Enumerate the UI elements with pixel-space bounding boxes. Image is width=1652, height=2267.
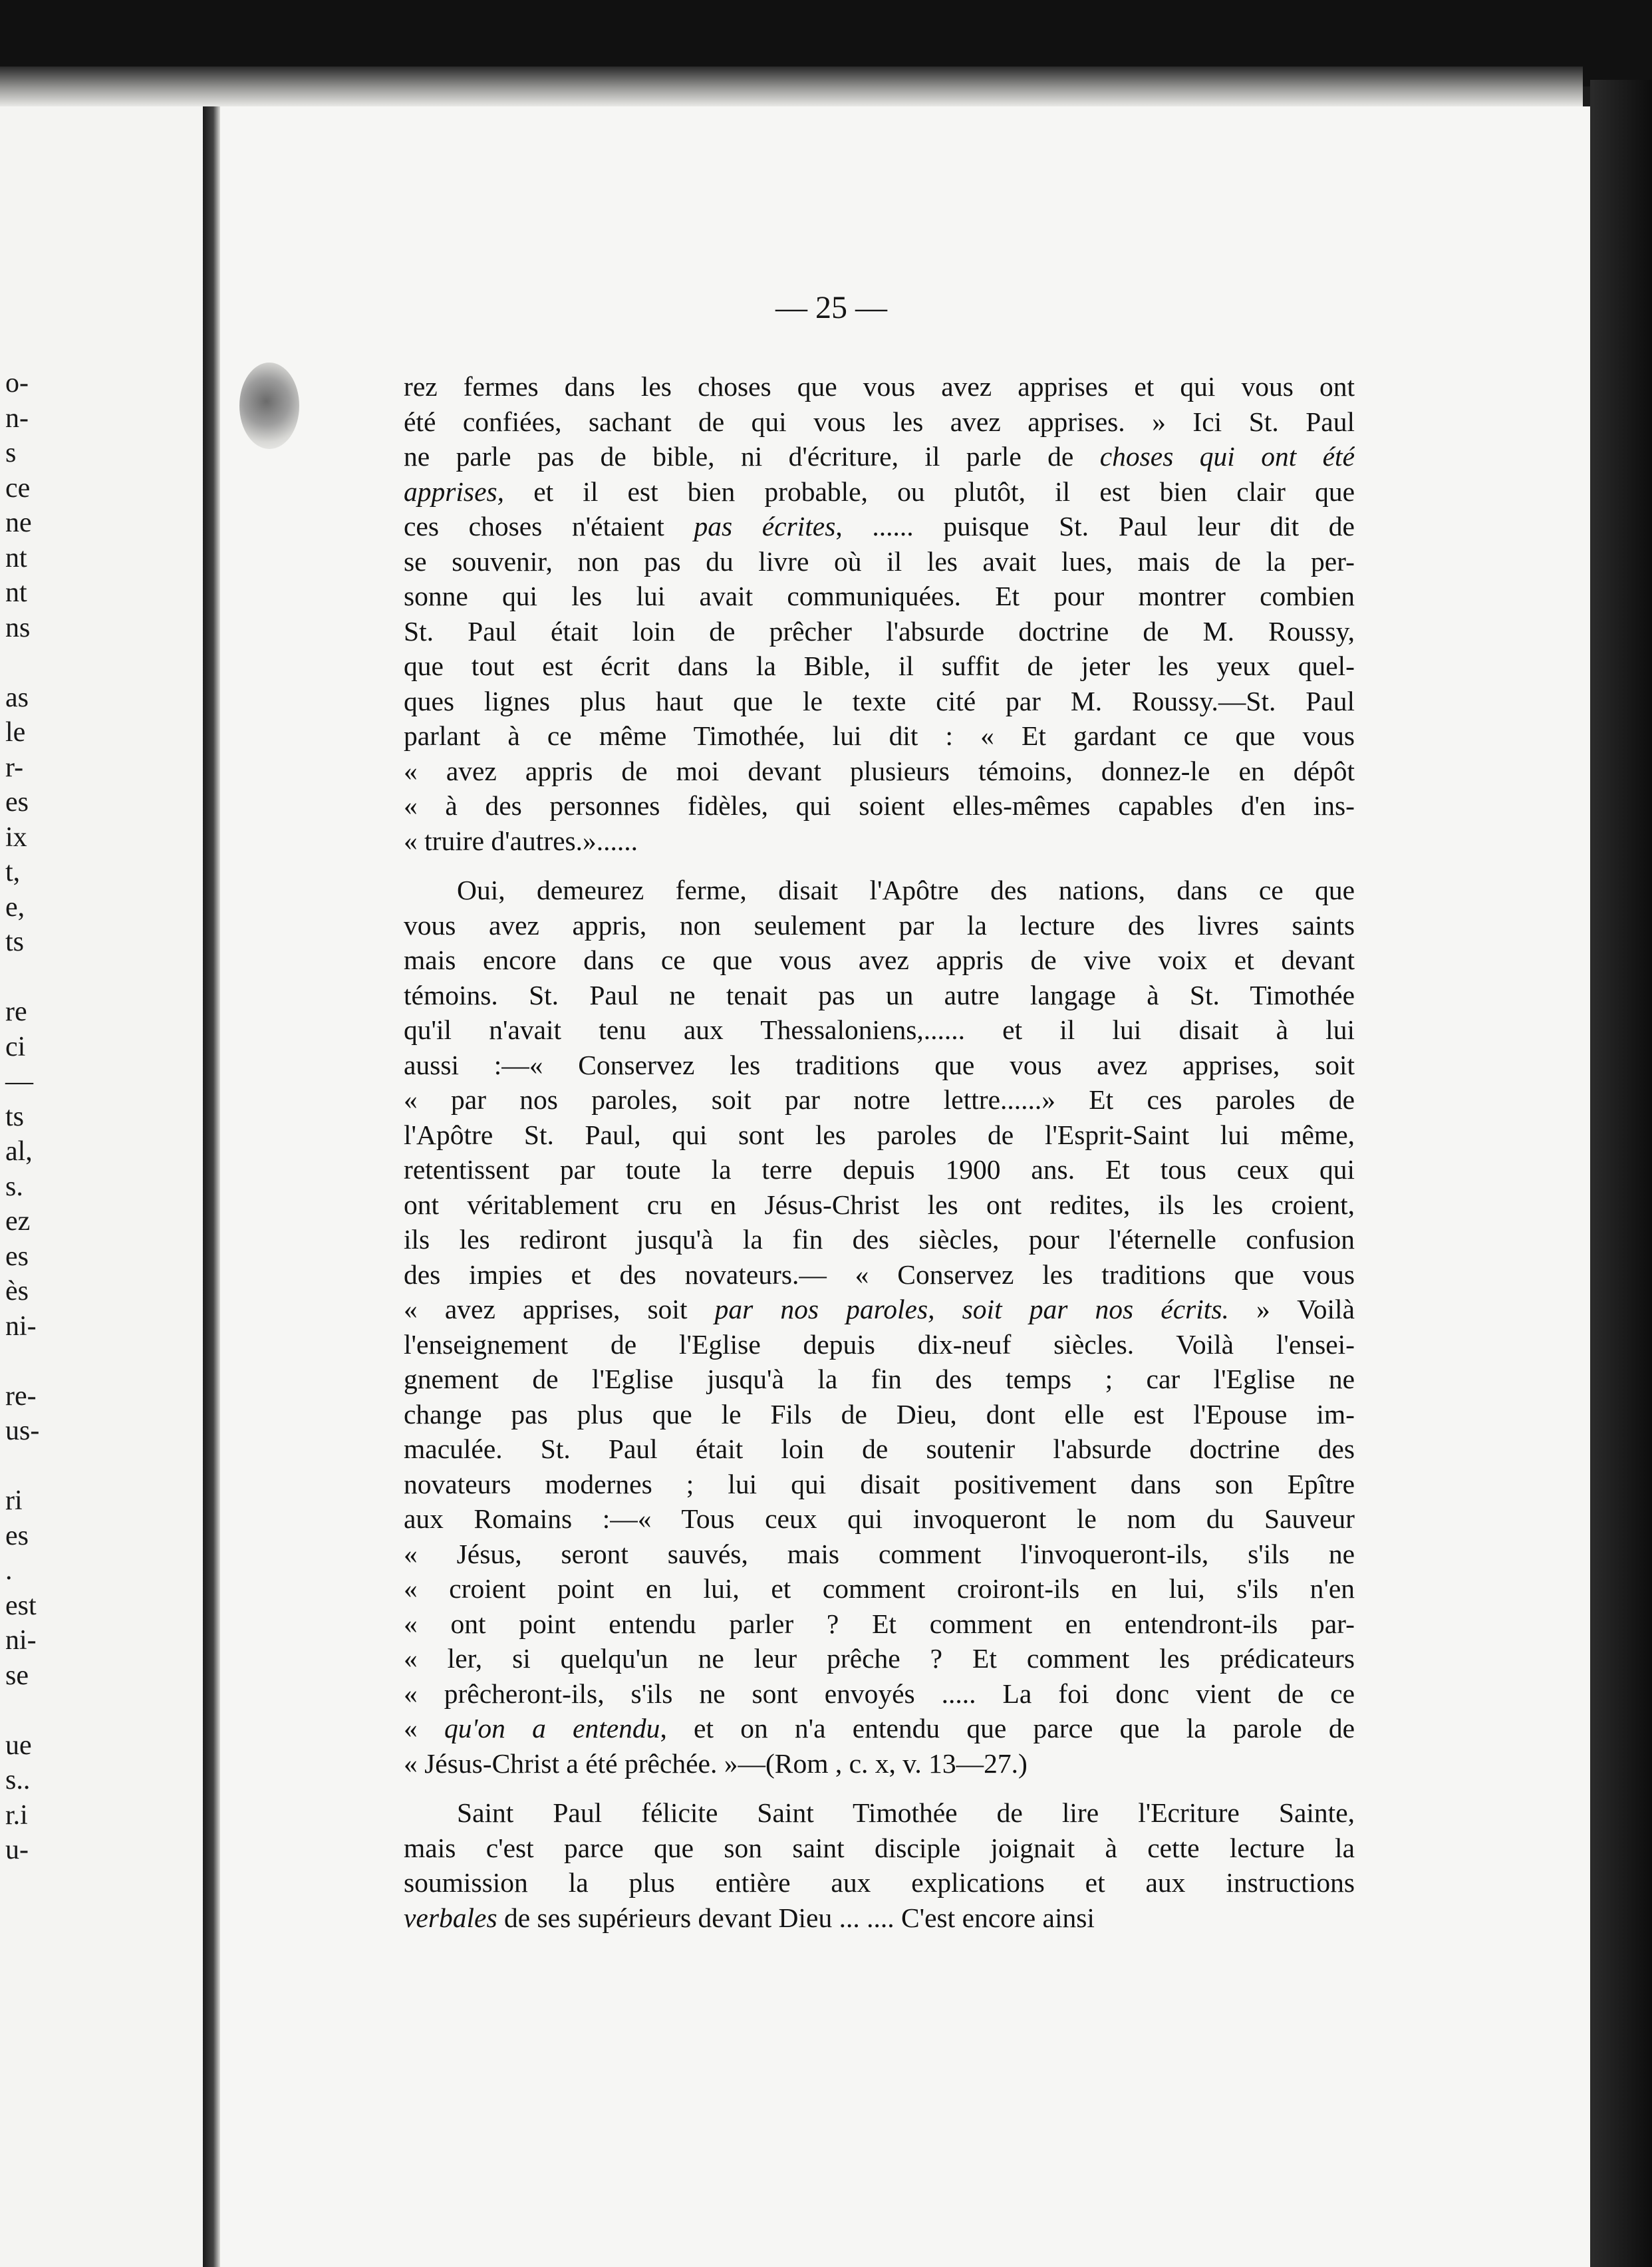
left-page-fragment: al, [5,1136,33,1167]
text-line [404,1501,1355,1537]
text-line [404,1118,1355,1153]
text-run: « ont point entendu parler ? Et comment en entendront-ils par- [404,1608,1355,1639]
left-page-fragment: ez [5,1206,31,1237]
left-page-fragment: es [5,1520,29,1551]
left-page-fragment: s. [5,1171,23,1202]
left-page-fragment: ci [5,1031,26,1062]
left-page-edge [0,80,203,2267]
text-run: de ses supérieurs devant Dieu ... .... C'est encore ainsi [497,1902,1095,1933]
page-number: — 25 — [775,290,887,325]
text-line [404,1397,1355,1432]
text-line [404,1292,1355,1327]
left-page-fragment: ts [5,1101,25,1132]
italic-text: par nos paroles, soit par nos écrits. [714,1294,1229,1324]
text-run: « avez apprises, soit [404,1294,715,1324]
text-line [404,509,1355,544]
text-run: change pas plus que le Fils de Dieu, dont elle est l'Epouse im- [404,1398,1355,1430]
page-top-edge [0,67,1583,106]
text-run: des impies et des novateurs.— « Conservez les traditions que vous [404,1259,1355,1290]
italic-text: qu'on a entendu [444,1713,660,1743]
left-page-fragment: se [5,1660,29,1691]
text-line [404,369,1355,404]
text-line [404,1537,1355,1572]
text-run: « à des personnes fidèles, qui soient elles-mêmes capables d'en ins- [404,790,1355,821]
text-run: ces choses n'étaient [404,511,694,541]
text-line [404,1257,1355,1292]
paragraph-gap [404,858,1355,873]
scan-right-border [1590,80,1652,2267]
left-page-fragment: ns [5,612,31,643]
text-line [404,439,1355,474]
text-line [404,1432,1355,1467]
text-run: mais encore dans ce que vous avez appris de vive voix et devant [404,945,1355,975]
left-page-fragment: ès [5,1276,29,1306]
text-run: et il est bien probable, ou plutôt, il est bien clair que [504,476,1355,507]
text-line [404,1467,1355,1502]
left-page-fragment: re- [5,1380,37,1412]
text-run: » Voilà [1228,1294,1355,1324]
text-line [404,1865,1355,1900]
left-page-fragment: us- [5,1416,40,1446]
text-run: « Jésus, seront sauvés, mais comment l'invoqueront-ils, s'ils ne [404,1538,1355,1569]
text-run: l'Apôtre St. Paul, qui sont les paroles de l'Esprit-Saint lui même, [404,1119,1355,1150]
text-run: qu'il n'avait tenu aux Thessaloniens,...... et il lui disait à lui [404,1014,1355,1045]
text-line [404,1676,1355,1712]
text-line [404,544,1355,579]
text-line [404,1187,1355,1223]
text-run: soumission la plus entière aux explications et aux instructions [404,1867,1355,1898]
text-line [404,718,1355,754]
text-run: l'enseignement de l'Eglise depuis dix-neuf siècles. Voilà l'ensei- [404,1328,1355,1360]
text-line [404,1082,1355,1118]
text-run: « [404,1713,444,1743]
text-line [404,1571,1355,1606]
left-page-fragment: le [5,717,26,748]
text-line [404,873,1355,908]
text-line [404,788,1355,824]
text-line [404,404,1355,440]
italic-text: verbales [404,1902,497,1933]
text-run: ques lignes plus haut que le texte cité par M. Roussy.—St. Paul [404,685,1355,716]
text-line [404,1831,1355,1866]
text-run: se souvenir, non pas du livre où il les avait lues, mais de la per- [404,545,1355,577]
text-line [404,1012,1355,1048]
text-run: , ...... puisque St. Paul leur dit de [835,511,1355,541]
left-page-fragment: r.i [5,1799,28,1831]
text-line [404,978,1355,1013]
text-line [404,754,1355,789]
left-page-fragment: o- [5,368,29,398]
text-line [404,1048,1355,1083]
text-run: Saint Paul félicite Saint Timothée de lire l'Ecriture Sainte, [457,1797,1355,1828]
text-line [404,908,1355,943]
text-run: « prêcheront-ils, s'ils ne sont envoyés ..... La foi donc vient de ce [404,1678,1355,1709]
text-line [404,1222,1355,1257]
body-text [404,369,1355,1935]
text-line [404,649,1355,684]
text-line [404,1606,1355,1642]
text-run: « Jésus-Christ a été prêchée. »—(Rom , c. x, v. 13—27.) [404,1747,1028,1779]
text-run: aussi :—« Conservez les traditions que vous avez apprises, soit [404,1049,1355,1080]
left-page-fragment: ue [5,1730,32,1761]
left-page-fragment: es [5,1241,29,1272]
text-run: St. Paul était loin de prêcher l'absurde doctrine de M. Roussy, [404,615,1355,647]
text-run: « ler, si quelqu'un ne leur prêche ? Et comment les prédicateurs [404,1643,1355,1674]
left-page-fragment: est [5,1590,37,1621]
left-page-fragment: ce [5,472,31,504]
text-run: retentissent par toute la terre depuis 1900 ans. Et tous ceux qui [404,1154,1355,1185]
text-run: rez fermes dans les choses que vous avez apprises et qui vous ont [404,371,1355,402]
left-page-fragment: e, [5,891,25,923]
text-line [404,579,1355,614]
text-line [404,1711,1355,1746]
paper-stain [239,363,299,449]
text-run: « croient point en lui, et comment croiront-ils en lui, s'ils n'en [404,1573,1355,1604]
text-line [404,1641,1355,1676]
italic-text: apprises, [404,476,505,507]
text-line [404,1746,1355,1781]
text-line [404,1152,1355,1187]
text-run: ne parle pas de bible, ni d'écriture, il parle de [404,441,1100,472]
left-page-fragment: ni- [5,1625,37,1656]
text-run: parlant à ce même Timothée, lui dit : « Et gardant ce que vous [404,720,1355,751]
left-page-fragment: r- [5,752,24,783]
text-line [404,1327,1355,1362]
text-run: mais c'est parce que son saint disciple joignait à cette lecture la [404,1832,1355,1863]
book-gutter [203,80,220,2267]
text-line [404,684,1355,719]
left-page-fragment: t, [5,857,21,887]
text-run: ils les rediront jusqu'à la fin des siècles, pour l'éternelle confusion [404,1224,1355,1255]
text-run: « avez appris de moi devant plusieurs témoins, donnez-le en dépôt [404,755,1355,786]
left-page-fragment: . [5,1555,13,1586]
text-line [404,824,1355,859]
text-line [404,1900,1355,1936]
italic-text: choses qui ont été [1099,441,1355,472]
text-run: gnement de l'Eglise jusqu'à la fin des temps ; car l'Eglise ne [404,1364,1355,1394]
left-page-fragment: as [5,682,29,713]
text-run: aux Romains :—« Tous ceux qui invoqueront le nom du Sauveur [404,1503,1355,1534]
left-page-fragment: es [5,787,29,818]
left-page-fragment: ri [5,1485,23,1516]
text-run: que tout est écrit dans la Bible, il suffit de jeter les yeux quel- [404,651,1355,681]
italic-text: pas écrites [694,511,836,541]
left-page-fragment: nt [5,542,27,573]
left-page-fragment: ni- [5,1310,37,1342]
left-page-fragment: s [5,438,17,468]
text-line [404,1795,1355,1831]
text-run: témoins. St. Paul ne tenait pas un autre langage à St. Timothée [404,979,1355,1010]
paragraph-gap [404,1781,1355,1795]
text-run: « truire d'autres.»...... [404,825,638,856]
left-page-fragment: — [5,1066,33,1097]
text-run: sonne qui les lui avait communiquées. Et pour montrer combien [404,581,1355,611]
text-line [404,1362,1355,1397]
text-run: ont véritablement cru en Jésus-Christ les ont redites, ils les croient, [404,1189,1355,1220]
left-page-fragment: re [5,996,27,1027]
text-run: « par nos paroles, soit par notre lettre......» Et ces paroles de [404,1084,1355,1115]
left-page-fragment: nt [5,577,27,608]
left-page-fragment: u- [5,1835,29,1865]
text-line [404,943,1355,978]
text-run: vous avez appris, non seulement par la lecture des livres saints [404,909,1355,941]
text-run: novateurs modernes ; lui qui disait positivement dans son Epître [404,1468,1355,1499]
text-run: , et on n'a entendu que parce que la parole de [660,1713,1355,1743]
text-line [404,474,1355,510]
left-page-fragment: s.. [5,1765,31,1795]
left-page-fragment: ne [5,508,32,538]
text-run: maculée. St. Paul était loin de soutenir l'absurde doctrine des [404,1434,1355,1464]
left-page-fragment: ts [5,927,25,957]
left-page-fragment: ix [5,822,27,853]
left-page-fragment: n- [5,402,29,434]
text-line [404,614,1355,649]
text-run: Oui, demeurez ferme, disait l'Apôtre des nations, dans ce que [457,875,1355,905]
text-run: été confiées, sachant de qui vous les avez apprises. » Ici St. Paul [404,406,1355,437]
